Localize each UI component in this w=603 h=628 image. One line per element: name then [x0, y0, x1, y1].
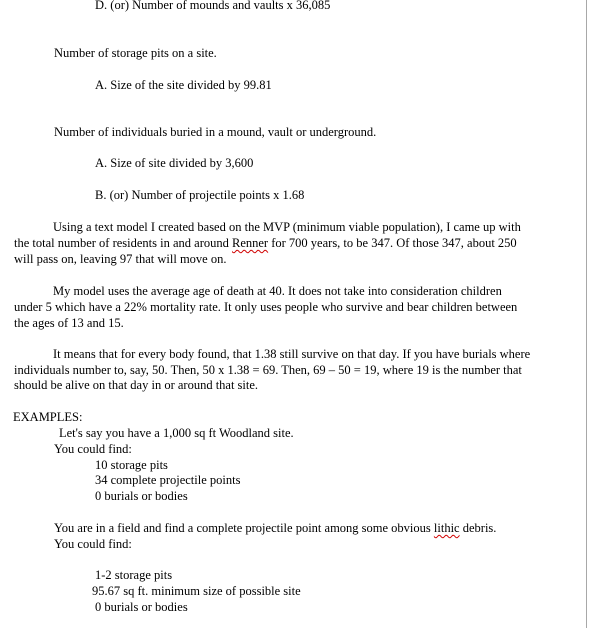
example-2-intro-start: You are in a field and find a complete projectile point among some obvious — [54, 521, 434, 535]
examples-heading: EXAMPLES: — [13, 410, 83, 424]
example-2-item-1: 1-2 storage pits — [95, 568, 173, 582]
paragraph-1-line-1: Using a text model I created based on the MVP (minimum viable population), I came up with — [53, 220, 521, 234]
example-1-item-3: 0 burials or bodies — [95, 489, 188, 503]
paragraph-1-line-2 — [14, 235, 517, 251]
list-item-d: D. (or) Number of mounds and vaults x 36,085 — [95, 0, 331, 12]
storage-pits-item-a: A. Size of the site divided by 99.81 — [95, 78, 272, 92]
window-gutter — [587, 0, 603, 628]
example-2-item-2: 95.67 sq ft. minimum size of possible site — [92, 584, 301, 598]
example-2-intro-end: debris. — [459, 521, 497, 535]
burials-item-a: A. Size of site divided by 3,600 — [95, 156, 254, 170]
example-2-find: You could find: — [54, 537, 132, 551]
paragraph-1-line-2-start: the total number of residents in and around — [14, 236, 232, 250]
paragraph-1-line-2-end: for 700 years, to be 347. Of those 347, about 250 — [268, 236, 517, 250]
paragraph-2-line-3: the ages of 13 and 15. — [14, 316, 124, 330]
burials-heading: Number of individuals buried in a mound, vault or underground. — [54, 125, 377, 139]
spellcheck-word-lithic[interactable]: lithic — [433, 521, 460, 535]
storage-pits-heading: Number of storage pits on a site. — [54, 46, 217, 60]
example-1-item-2: 34 complete projectile points — [95, 473, 241, 487]
paragraph-3-line-2: individuals number to, say, 50. Then, 50 x 1.38 = 69. Then, 69 – 50 = 19, where 19 is the number that — [14, 363, 522, 377]
example-1-item-1: 10 storage pits — [95, 458, 168, 472]
spellcheck-word-renner[interactable]: Renner — [232, 236, 269, 250]
example-2-intro — [54, 520, 496, 536]
example-1-find: You could find: — [54, 442, 132, 456]
paragraph-3-line-1: It means that for every body found, that 1.38 still survive on that day. If you have burials where — [53, 347, 531, 361]
paragraph-2-line-2: under 5 which have a 22% mortality rate. It only uses people who survive and bear children between — [14, 300, 518, 314]
paragraph-1-line-3: will pass on, leaving 97 that will move on. — [14, 252, 227, 266]
paragraph-2-line-1: My model uses the average age of death at 40. It does not take into consideration children — [53, 284, 502, 298]
example-2-item-3: 0 burials or bodies — [95, 600, 188, 614]
paragraph-3-line-3: should be alive on that day in or around that site. — [14, 378, 259, 392]
example-1-intro: Let's say you have a 1,000 sq ft Woodland site. — [59, 426, 294, 440]
burials-item-b: B. (or) Number of projectile points x 1.68 — [95, 188, 305, 202]
